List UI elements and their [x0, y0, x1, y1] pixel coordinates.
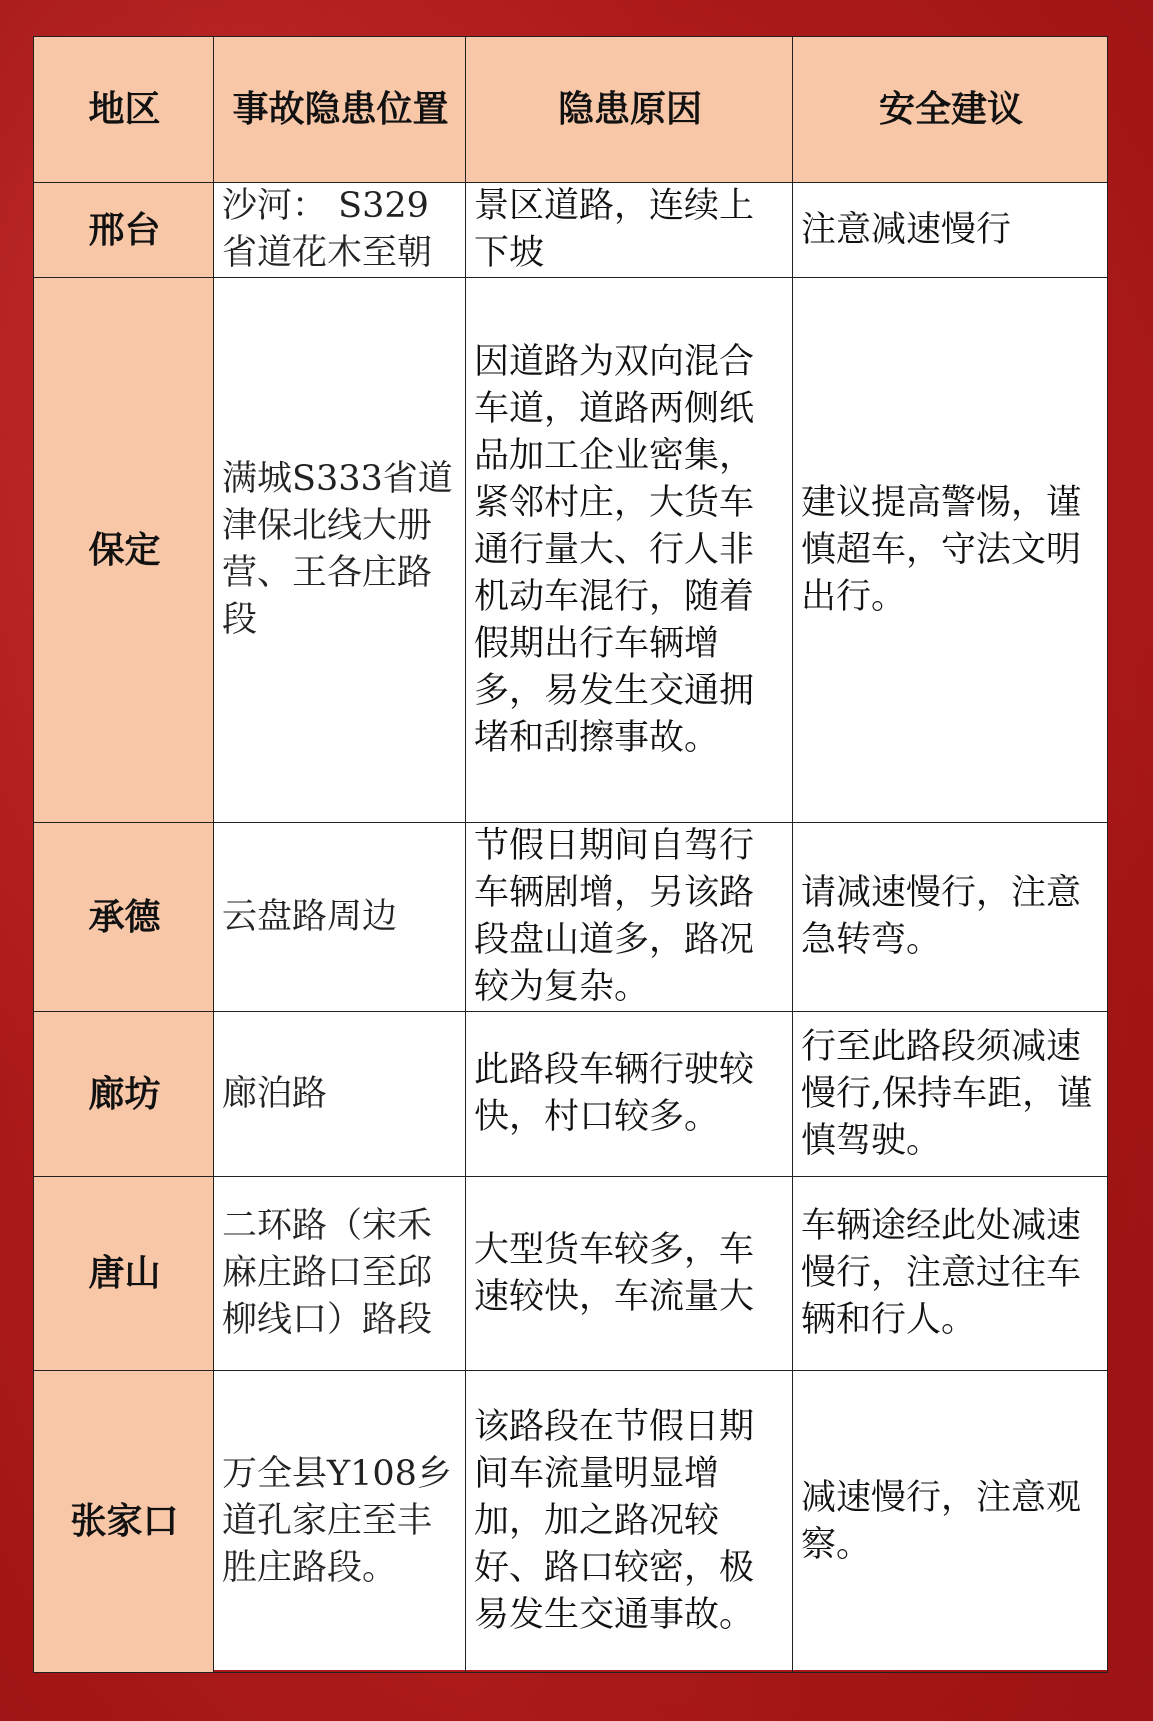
header-row	[34, 37, 1108, 183]
table-row	[34, 823, 1108, 1012]
location-cell: 万全县Y108乡道孔家庄至丰胜庄路段。	[214, 1371, 466, 1673]
reason-cell: 景区道路，连续上下坡	[466, 183, 793, 278]
table-row	[34, 1177, 1108, 1371]
region-cell: 保定	[34, 278, 214, 823]
reason-cell: 该路段在节假日期间车流量明显增加，加之路况较好、路口较密，极易发生交通事故。	[466, 1371, 793, 1673]
header-reason: 隐患原因	[466, 37, 793, 183]
region-cell: 承德	[34, 823, 214, 1012]
advice-cell: 注意减速慢行	[793, 183, 1108, 278]
hazard-table	[33, 36, 1108, 1673]
region-cell: 廊坊	[34, 1012, 214, 1177]
header-advice: 安全建议	[793, 37, 1108, 183]
reason-cell: 此路段车辆行驶较快，村口较多。	[466, 1012, 793, 1177]
location-cell: 沙河： S329省道花木至朝	[214, 183, 466, 278]
table-row	[34, 1371, 1108, 1673]
location-cell: 二环路（宋禾麻庄路口至邱柳线口）路段	[214, 1177, 466, 1371]
region-cell: 唐山	[34, 1177, 214, 1371]
advice-cell: 行至此路段须减速慢行,保持车距，谨慎驾驶。	[793, 1012, 1108, 1177]
location-cell: 云盘路周边	[214, 823, 466, 1012]
header-region: 地区	[34, 37, 214, 183]
header-location: 事故隐患位置	[214, 37, 466, 183]
location-cell: 廊泊路	[214, 1012, 466, 1177]
advice-cell: 减速慢行，注意观察。	[793, 1371, 1108, 1673]
region-cell: 张家口	[34, 1371, 214, 1673]
table-row	[34, 1012, 1108, 1177]
advice-cell: 车辆途经此处减速慢行，注意过往车辆和行人。	[793, 1177, 1108, 1371]
advice-cell: 请减速慢行，注意急转弯。	[793, 823, 1108, 1012]
region-cell: 邢台	[34, 183, 214, 278]
table-row	[34, 278, 1108, 823]
advice-cell: 建议提高警惕，谨慎超车，守法文明出行。	[793, 278, 1108, 823]
reason-cell: 因道路为双向混合车道，道路两侧纸品加工企业密集，紧邻村庄，大货车通行量大、行人非机动车混行，随着假期出行车辆增多，易发生交通拥堵和刮擦事故。	[466, 278, 793, 823]
reason-cell: 大型货车较多，车速较快，车流量大	[466, 1177, 793, 1371]
location-cell: 满城S333省道津保北线大册营、王各庄路段	[214, 278, 466, 823]
hazard-table-card	[33, 36, 1107, 1670]
reason-cell: 节假日期间自驾行车辆剧增，另该路段盘山道多，路况较为复杂。	[466, 823, 793, 1012]
table-row	[34, 183, 1108, 278]
